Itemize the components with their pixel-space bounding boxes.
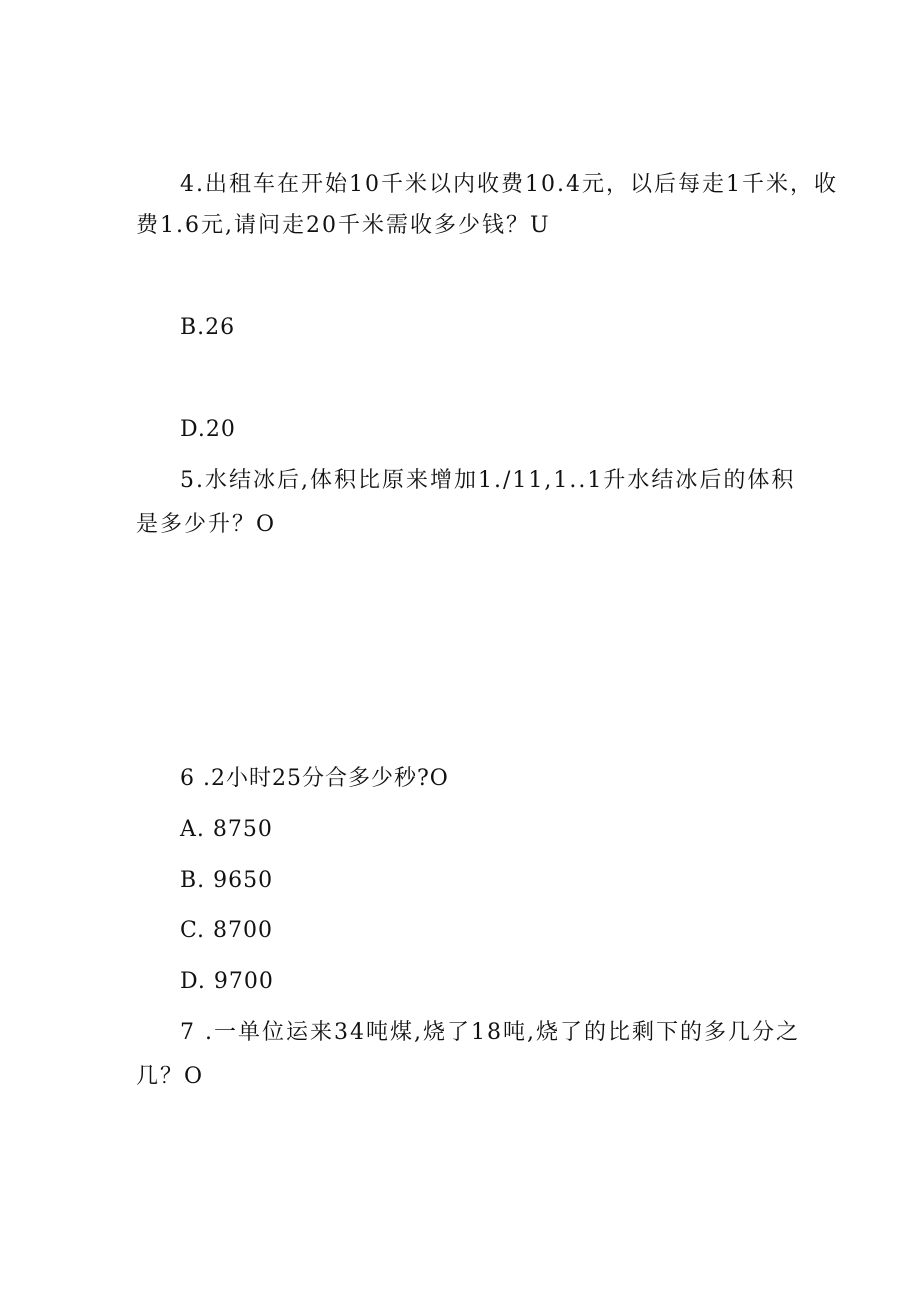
question-4-line-2: 费1.6元,请问走20千米需收多少钱？U	[136, 213, 551, 238]
question-6-option-d: D. 9700	[180, 969, 274, 994]
question-6-option-c: C. 8700	[180, 918, 274, 943]
question-7-line-2: 几？O	[136, 1064, 205, 1089]
question-6-option-b: B. 9650	[180, 868, 274, 893]
question-5-line-2: 是多少升？O	[136, 512, 277, 537]
question-6-option-a: A. 8750	[180, 817, 273, 842]
question-6-line-1: 6 .2小时25分合多少秒?O	[180, 766, 449, 791]
question-4-line-1: 4.出租车在开始10千米以内收费10.4元，以后每走1千米，收	[180, 172, 838, 197]
question-4-option-b: B.26	[180, 315, 236, 340]
question-5-line-1: 5.水结冰后,体积比原来增加1./11,1..1升水结冰后的体积	[180, 468, 796, 493]
question-4-option-d: D.20	[180, 417, 236, 442]
question-7-line-1: 7 .一单位运来34吨煤,烧了18吨,烧了的比剩下的多几分之	[180, 1020, 800, 1045]
